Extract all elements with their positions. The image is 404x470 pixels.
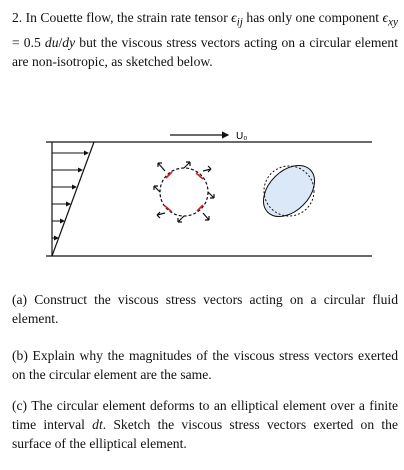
circular-element <box>154 162 214 222</box>
part-a: (a) Construct the viscous stress vectors acting on a circular fluid element. <box>12 292 398 326</box>
stress-vectors-circle <box>154 162 214 222</box>
red-stress-markers <box>165 172 203 212</box>
elliptical-element <box>254 156 325 227</box>
problem-number: 2. <box>12 10 23 25</box>
couette-flow-figure <box>0 128 404 278</box>
part-b: (b) Explain why the magnitudes of the viscous stress vectors exerted on the circular element are the same. <box>12 348 398 382</box>
velocity-profile <box>52 142 94 256</box>
strain-rate-symbol: $\epsilon_{ij}$ <box>231 10 243 29</box>
strain-component-symbol: $\epsilon_{xy}$ <box>382 10 399 29</box>
velocity-label: U₀ <box>236 131 248 142</box>
problem-statement: 2. In Couette flow, the strain rate tensor $\epsilon_{ij}$ has only one component $\epsilon_{xy} = 0.5$ du/dy but the viscous stress vectors acting on a circular element are non-isotropic, as sketched below. <box>12 10 399 69</box>
dt-symbol: dt <box>92 417 103 432</box>
part-c: (c) The circular element deforms to an elliptical element over a finite time interval dt. Sketch the viscous stress vectors exerted on the surface of the elliptical element. <box>12 398 398 451</box>
